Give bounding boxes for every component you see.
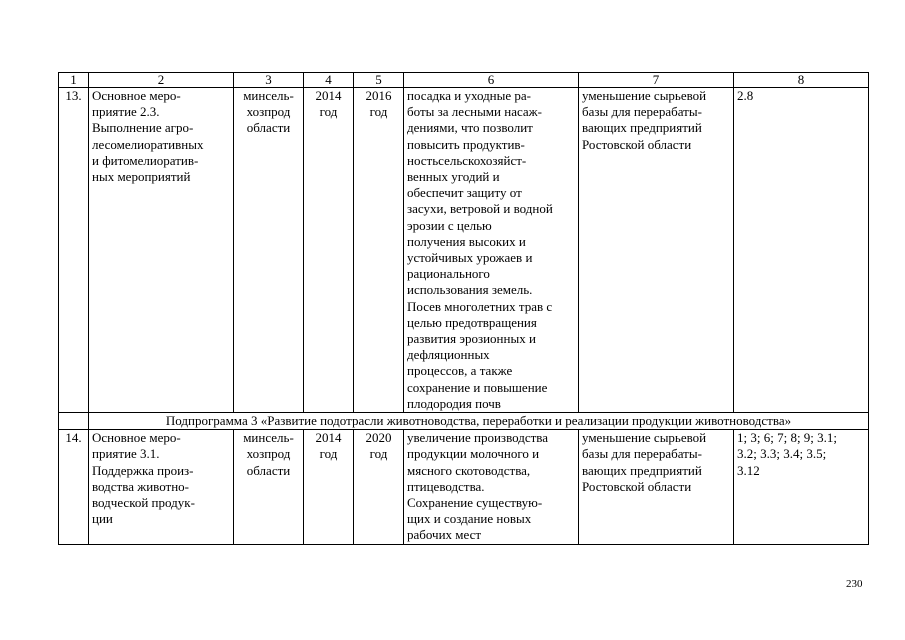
related-indicators (734, 430, 869, 544)
text-line: 2.8 (737, 88, 754, 103)
measures-table (58, 72, 869, 545)
text-line: хозпрод (246, 446, 291, 462)
text-line: Основное меро- (92, 430, 181, 446)
text-line: использования земель. (407, 282, 533, 298)
text-line: Основное меро- (92, 88, 181, 103)
text-line: водства животно- (92, 478, 190, 494)
text-line: венных угодий и (407, 169, 500, 185)
start-year (304, 88, 354, 413)
header-cell: 4 (304, 73, 354, 88)
text-line: 3.2; 3.3; 3.4; 3.5; (737, 446, 827, 462)
header-cell: 3 (234, 73, 304, 88)
text-line: эрозии с целью (407, 217, 492, 233)
start-year (304, 430, 354, 544)
text-line: 2014 (315, 430, 342, 446)
header-cell: 6 (404, 73, 579, 88)
text-line: уменьшение сырьевой (582, 88, 707, 103)
text-line: дефляционных (407, 347, 490, 363)
text-line: устойчивых урожаев и (407, 250, 533, 266)
text-line: Ростовской области (582, 478, 692, 494)
text-line: вающих предприятий (582, 462, 702, 478)
text-line: области (246, 462, 291, 478)
text-line: рационального (407, 266, 490, 282)
text-line: получения высоких и (407, 233, 526, 249)
related-indicators (734, 88, 869, 413)
expected-result (404, 88, 579, 413)
text-line: ных мероприятий (92, 169, 191, 185)
text-line: развития эрозионных и (407, 331, 536, 347)
text-line: птицеводства. (407, 478, 485, 494)
text-line: рабочих мест (407, 527, 482, 543)
text-line: боты за лесными насаж- (407, 104, 542, 120)
text-line: и фитомелиоратив- (92, 152, 199, 168)
end-year (354, 88, 404, 413)
expected-result (404, 430, 579, 544)
header-cell: 5 (354, 73, 404, 88)
text-line: лесомелиоративных (92, 136, 204, 152)
table-row-14 (59, 430, 869, 544)
subprogram-title: Подпрограмма 3 «Развитие подотрасли животноводства, переработки и реализации продукции животноводства» (89, 413, 869, 430)
text-line: базы для перерабаты- (582, 104, 702, 120)
text-line: 3.12 (737, 462, 760, 478)
text-line: хозпрод (246, 104, 291, 120)
measure-name (89, 430, 234, 544)
subprogram-row (59, 413, 869, 430)
row-number: 13. (59, 88, 89, 413)
text-line: Выполнение агро- (92, 120, 194, 136)
empty-cell (59, 413, 89, 430)
text-line: ностьсельскохозяйст- (407, 152, 527, 168)
non-implementation-consequence (579, 430, 734, 544)
end-year (354, 430, 404, 544)
text-line: увеличение производства (407, 430, 549, 446)
text-line: год (369, 446, 388, 462)
non-implementation-consequence (579, 88, 734, 413)
header-cell: 2 (89, 73, 234, 88)
text-line: целью предотвращения (407, 314, 537, 330)
text-line: процессов, а также (407, 363, 513, 379)
text-line: посадка и уходные ра- (407, 88, 531, 103)
page-number: 230 (846, 578, 863, 590)
text-line: мясного скотоводства, (407, 462, 531, 478)
text-line: Ростовской области (582, 136, 692, 152)
text-line: засухи, ветровой и водной (407, 201, 553, 217)
executor (234, 430, 304, 544)
text-line: 2014 (315, 88, 342, 103)
text-line: 2020 (365, 430, 392, 446)
executor (234, 88, 304, 413)
measure-name (89, 88, 234, 413)
header-cell: 8 (734, 73, 869, 88)
column-number-row (59, 73, 869, 88)
text-line: вающих предприятий (582, 120, 702, 136)
text-line: уменьшение сырьевой (582, 430, 707, 446)
header-cell: 7 (579, 73, 734, 88)
text-line: год (319, 446, 338, 462)
text-line: приятие 2.3. (92, 104, 160, 120)
text-line: 1; 3; 6; 7; 8; 9; 3.1; (737, 430, 838, 446)
text-line: дениями, что позволит (407, 120, 533, 136)
text-line: обеспечит защиту от (407, 185, 522, 201)
text-line: приятие 3.1. (92, 446, 160, 462)
text-line: щих и создание новых (407, 511, 532, 527)
text-line: базы для перерабаты- (582, 446, 702, 462)
text-line: год (369, 104, 388, 120)
text-line: год (319, 104, 338, 120)
text-line: плодородия почв (407, 395, 501, 411)
text-line: Поддержка произ- (92, 462, 194, 478)
text-line: сохранение и повышение (407, 379, 548, 395)
text-line: области (246, 120, 291, 136)
header-cell: 1 (59, 73, 89, 88)
text-line: минсель- (243, 430, 294, 446)
text-line: Сохранение существую- (407, 495, 543, 511)
table-row-13 (59, 88, 869, 413)
text-line: повысить продуктив- (407, 136, 525, 152)
text-line: 2016 (365, 88, 392, 103)
text-line: водческой продук- (92, 495, 195, 511)
row-number: 14. (59, 430, 89, 544)
text-line: минсель- (243, 88, 294, 103)
text-line: Посев многолетних трав с (407, 298, 553, 314)
text-line: продукции молочного и (407, 446, 540, 462)
text-line: ции (92, 511, 113, 527)
